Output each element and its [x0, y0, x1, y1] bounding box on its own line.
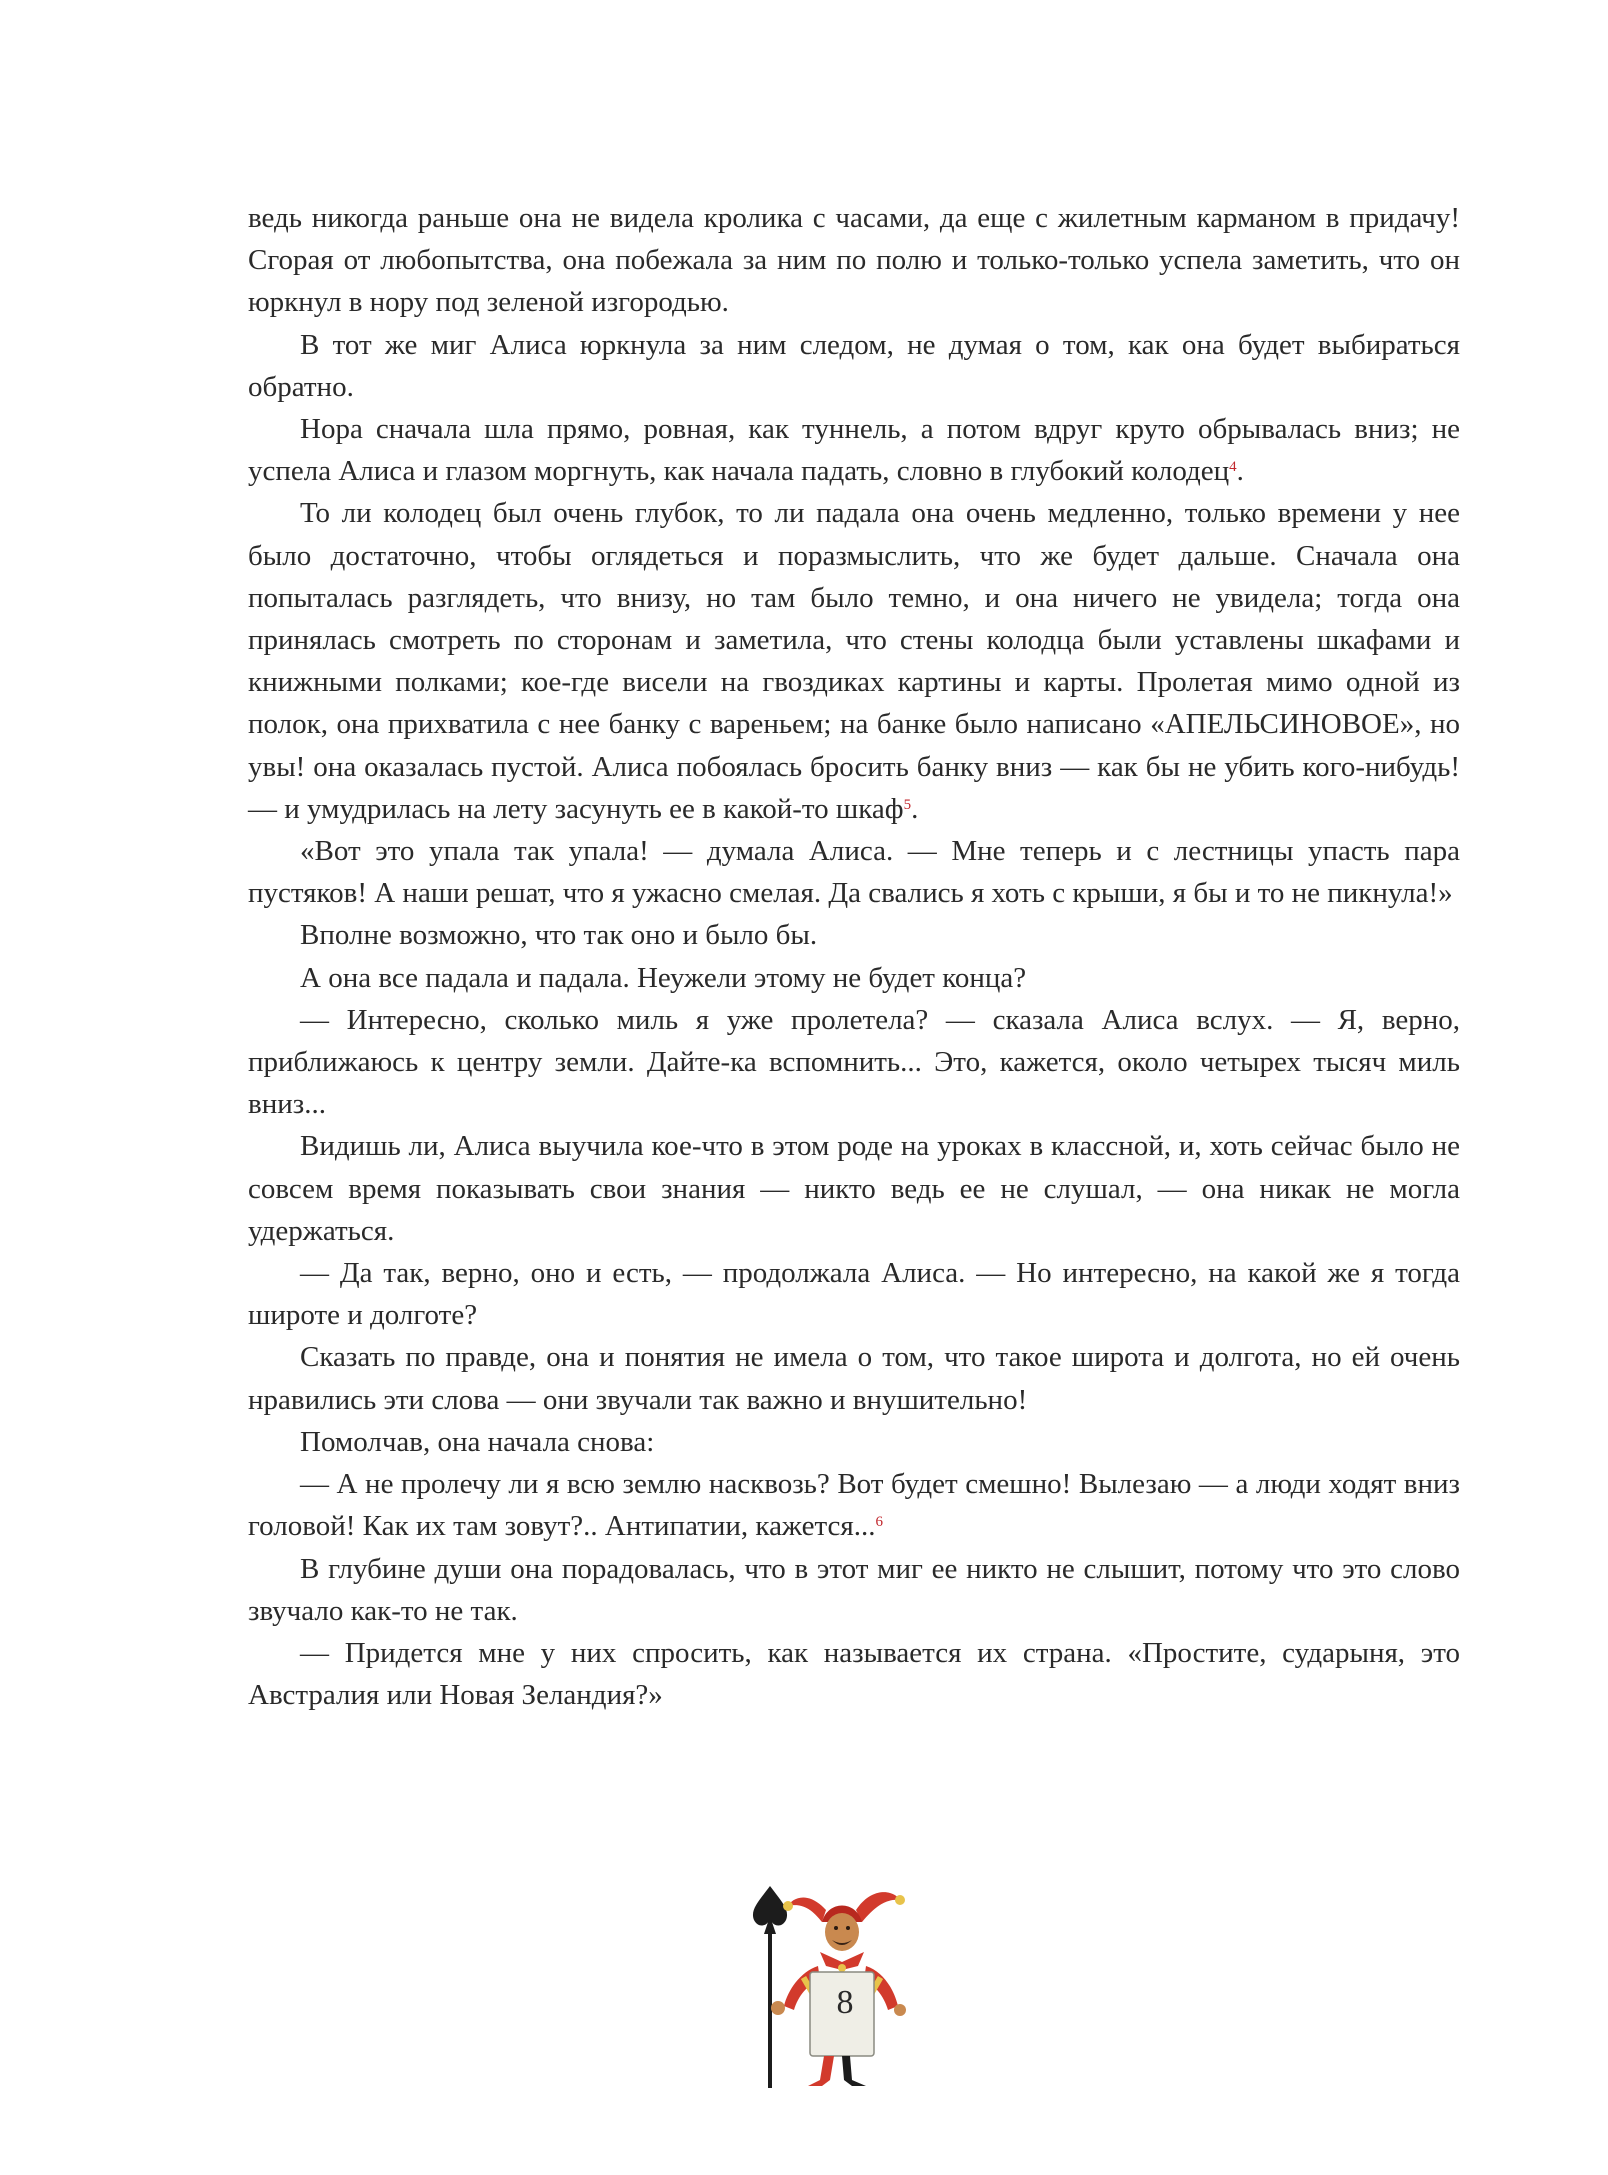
paragraph: — Да так, верно, оно и есть, — продолжала Алиса. — Но интересно, на какой же я тогда широте и долготе?	[248, 1257, 1460, 1332]
paragraph: Вполне возможно, что так оно и было бы.	[300, 919, 818, 952]
paragraph: Видишь ли, Алиса выучила кое-что в этом роде на уроках в классной, и, хоть сейчас было не совсем время показывать свои знания — никто ведь ее не слушал, — она никак не могла удержаться.	[248, 1130, 1460, 1247]
paragraph: «Вот это упала так упала! — думала Алиса. — Мне теперь и с лестницы упасть пара пустяков! А наши решат, что я ужасно смелая. Да свались я хоть с крыши, я бы и то не пикнула!»	[248, 835, 1460, 910]
footnote-marker[interactable]: 4	[1229, 459, 1237, 476]
paragraph: Сказать по правде, она и понятия не имела о том, что такое широта и долгота, но ей очень нравились эти слова — они звучали так важно и внушительно!	[248, 1341, 1460, 1416]
paragraph: — Придется мне у них спросить, как называется их страна. «Простите, сударыня, это Австралия или Новая Зеландия?»	[248, 1636, 1460, 1712]
footnote-marker[interactable]: 5	[903, 796, 912, 813]
paragraph: — Интересно, сколько миль я уже пролетела? — сказала Алиса вслух. — Я, верно, приближаюсь к центру земли. Дайте-ка вспомнить... Это, кажется, около четырех тысяч миль вниз...	[248, 1003, 1460, 1121]
footnote-marker[interactable]: 6	[875, 1514, 883, 1531]
paragraph: В глубине души она порадовалась, что в этот миг ее никто не слышит, потому что это слово звучало как-то не так.	[248, 1552, 1460, 1627]
body-text	[248, 197, 1460, 1716]
paragraph: — А не пролечу ли я всю землю насквозь? Вот будет смешно! Вылезаю — а люди ходят вниз головой! Как их там зовут?.. Антипатии, кажется...$^6$	[248, 1468, 1460, 1543]
paragraph: Нора сначала шла прямо, ровная, как туннель, а потом вдруг круто обрывалась вниз; не успела Алиса и глазом моргнуть, как начала падать, словно в глубокий колодец$^4$.	[248, 413, 1460, 488]
paragraph: То ли колодец был очень глубок, то ли падала она очень медленно, только времени у нее было достаточно, чтобы оглядеться и поразмыслить, что же будет дальше. Сначала она попыталась разглядеть, что внизу, но там было темно, и она ничего не увидела; тогда она принялась смотреть по сторонам и заметила, что стены колодца были уставлены шкафами и книжными полками; кое-где висели на гвоздиках картины и карты. Пролетая мимо одной из полок, она прихватила с нее банку с вареньем; на банке было написано «АПЕЛЬСИНОВОЕ», но увы! она оказалась пустой. Алиса побоялась бросить банку вниз — как бы не убить кого-нибудь! — и умудрилась на лету засунуть ее в какой-то шкаф$^5$.	[248, 497, 1460, 825]
paragraph: Помолчав, она начала снова:	[300, 1425, 655, 1458]
page-number: 8	[836, 1984, 854, 2021]
paragraph: ведь никогда раньше она не видела кролика с часами, да еще с жилетным карманом в придачу! Сгорая от любопытства, она побежала за ним по полю и только-только успела заметить, что он юркнул в нору под зеленой изгородью.	[248, 202, 1460, 319]
paragraph: В тот же миг Алиса юркнула за ним следом, не думая о том, как она будет выбираться обратно.	[248, 328, 1460, 403]
paragraph: А она все падала и падала. Неужели этому не будет конца?	[300, 961, 1027, 994]
